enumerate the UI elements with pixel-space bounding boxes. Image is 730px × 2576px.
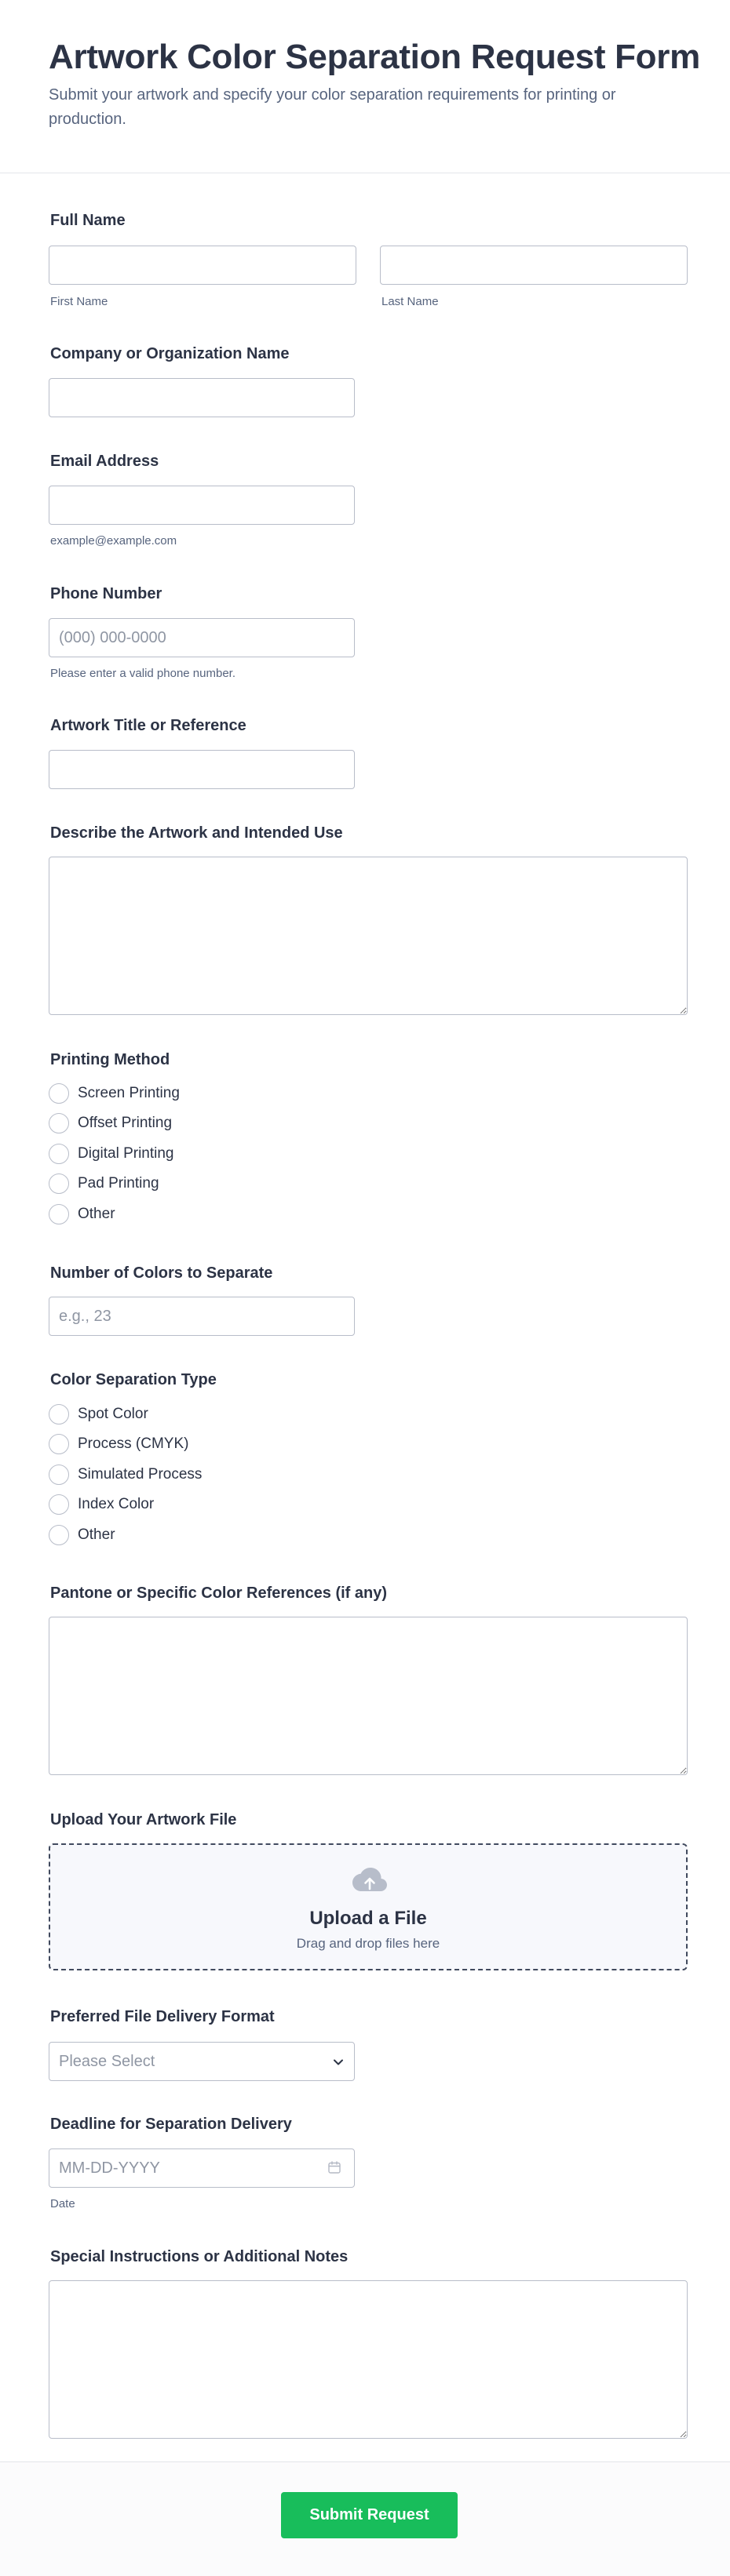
company-input[interactable] [49,378,355,417]
form-header [0,0,730,173]
artwork-title-input[interactable] [49,750,355,789]
submit-button[interactable]: Submit Request [281,2492,458,2538]
radio-label: Spot Color [78,1406,148,1422]
last-name-input[interactable] [380,246,688,285]
upload-label: Upload Your Artwork File [50,1811,237,1828]
description-textarea[interactable] [49,857,688,1015]
radio-circle[interactable] [49,1173,69,1194]
upload-subtitle: Drag and drop files here [296,1936,440,1951]
description-label: Describe the Artwork and Intended Use [50,824,343,842]
printing-method-option-pad[interactable] [49,1173,159,1195]
email-label: Email Address [50,453,159,470]
full-name-label: Full Name [50,212,126,229]
separation-type-label: Color Separation Type [50,1371,217,1388]
delivery-format-select[interactable] [49,2042,355,2081]
first-name-input[interactable] [49,246,356,285]
last-name-sublabel: Last Name [381,295,439,308]
radio-circle[interactable] [49,1464,69,1485]
printing-method-option-other[interactable] [49,1203,115,1225]
num-colors-label: Number of Colors to Separate [50,1264,273,1282]
radio-label: Digital Printing [78,1145,174,1162]
radio-circle[interactable] [49,1113,69,1133]
radio-circle[interactable] [49,1494,69,1515]
phone-input[interactable] [49,618,355,657]
radio-label: Process (CMYK) [78,1435,189,1452]
radio-circle[interactable] [49,1204,69,1224]
radio-label: Index Color [78,1496,155,1512]
page-subtitle: Submit your artwork and specify your color separation requirements for printing or production. [49,86,616,128]
radio-label: Pad Printing [78,1175,159,1192]
chevron-down-icon [332,2056,345,2068]
deadline-sublabel: Date [50,2197,75,2210]
printing-method-option-screen[interactable] [49,1082,180,1104]
upload-title: Upload a File [309,1908,427,1929]
separation-type-option-spot[interactable] [49,1403,148,1425]
radio-label: Simulated Process [78,1466,203,1483]
radio-label: Offset Printing [78,1115,173,1131]
radio-circle[interactable] [49,1083,69,1104]
radio-label: Screen Printing [78,1085,180,1101]
select-value: Please Select [59,2053,155,2070]
printing-method-label: Printing Method [50,1051,170,1068]
email-sublabel: example@example.com [50,534,177,548]
artwork-title-label: Artwork Title or Reference [50,717,246,734]
email-input[interactable] [49,486,355,525]
radio-label: Other [78,1526,115,1543]
notes-label: Special Instructions or Additional Notes [50,2248,349,2265]
pantone-label: Pantone or Specific Color References (if any) [50,1585,387,1602]
cloud-upload-icon [351,1865,389,1894]
radio-circle[interactable] [49,1404,69,1424]
file-upload-dropzone[interactable] [49,1843,688,1970]
phone-label: Phone Number [50,585,162,602]
separation-type-option-other[interactable] [49,1524,115,1546]
phone-sublabel: Please enter a valid phone number. [50,667,235,680]
notes-textarea[interactable] [49,2280,688,2439]
delivery-format-label: Preferred File Delivery Format [50,2008,275,2025]
radio-label: Other [78,1206,115,1222]
separation-type-option-simulated[interactable] [49,1464,202,1486]
calendar-icon[interactable] [327,2160,341,2174]
num-colors-input[interactable] [49,1297,355,1336]
deadline-label: Deadline for Separation Delivery [50,2116,292,2133]
printing-method-option-offset[interactable] [49,1112,172,1134]
pantone-textarea[interactable] [49,1617,688,1775]
deadline-date-input[interactable] [49,2148,355,2188]
printing-method-option-digital[interactable] [49,1143,174,1165]
separation-type-option-cmyk[interactable] [49,1433,188,1455]
radio-circle[interactable] [49,1144,69,1164]
first-name-sublabel: First Name [50,295,108,308]
radio-circle[interactable] [49,1525,69,1545]
separation-type-option-index[interactable] [49,1494,154,1515]
radio-circle[interactable] [49,1434,69,1454]
company-label: Company or Organization Name [50,345,290,362]
page-title: Artwork Color Separation Request Form [49,38,700,76]
